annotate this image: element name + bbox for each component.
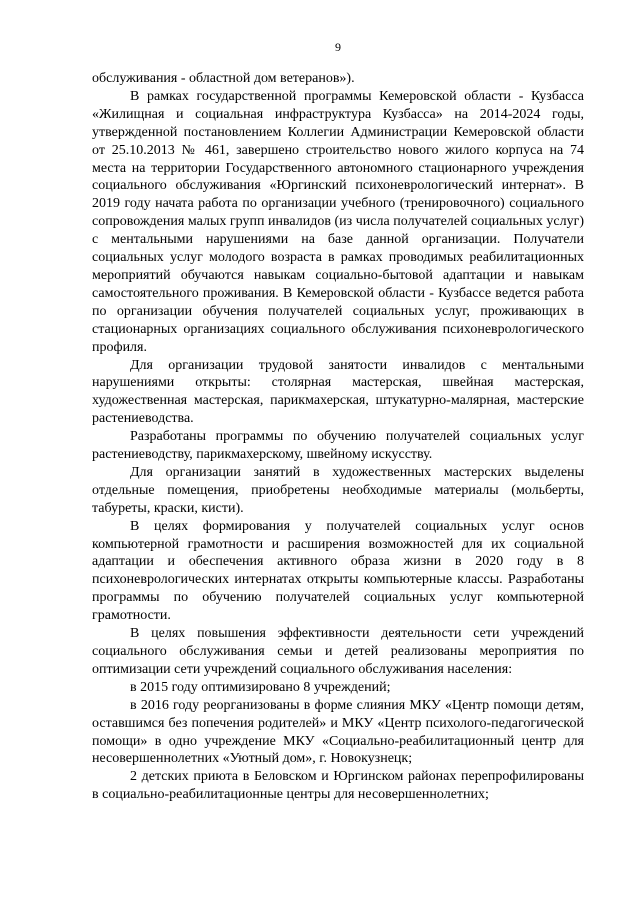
- paragraph-housing-program: В рамках государственной программы Кемеровской области - Кузбасса «Жилищная и социальная инфраструктура Кузбасса» на 2014-2024 годы, утвержденной постановлением Коллегии Администрации Кемеровской области от 25.10.2013 № 461, завершено строительство нового жилого корпуса на 74 места на территории Государственного автономного стационарного учреждения социального обслуживания «Юргинский психоневрологический интернат». В 2019 году начата работа по организации учебного (тренировочного) социального сопровождения малых групп инвалидов (из числа получателей социальных услуг) с ментальными нарушениями на базе данной организации. Получатели социальных услуг молодого возраста в рамках проводимых реабилитационных мероприятий обучаются навыкам социально-бытовой адаптации и навыкам самостоятельного проживания. В Кемеровской области - Кузбассе ведется работа по организации обучения получателей социальных услуг, проживающих в стационарных организациях социального обслуживания психоневрологического профиля.: [92, 88, 584, 355]
- paragraph-2016-reorganization: в 2016 году реорганизованы в форме слияния МКУ «Центр помощи детям, оставшимся без попечения родителей» и МКУ «Центр психолого-педагогической помощи» в одно учреждение МКУ «Социально-реабилитационный центр для несовершеннолетних «Уютный дом», г. Новокузнецк;: [92, 697, 584, 767]
- paragraph-2015-optimization: в 2015 году оптимизировано 8 учреждений;: [130, 679, 391, 695]
- page-number: 9: [335, 40, 341, 54]
- paragraph-shelters: 2 детских приюта в Беловском и Юргинском районах перепрофилированы в социально-реабилитационные центры для несовершеннолетних;: [92, 769, 584, 803]
- paragraph-art-workshops: Для организации занятий в художественных мастерских выделены отдельные помещения, приобретены необходимые материалы (мольберты, табуреты, краски, кисти).: [92, 464, 584, 516]
- paragraph-training-programs: Разработаны программы по обучению получателей социальных услуг растениеводству, парикмахерскому, швейному искусству.: [92, 429, 584, 463]
- paragraph-computer-literacy: В целях формирования у получателей социальных услуг основ компьютерной грамотности и расширения возможностей для их социальной адаптации и обеспечения активного образа жизни в 2020 году в 8 психоневрологических интернатах открыты компьютерные классы. Разработаны программы по обучению получателей социальных услуг компьютерной грамотности.: [92, 518, 584, 624]
- paragraph-continuation: обслуживания - областной дом ветеранов»).: [92, 71, 355, 86]
- paragraph-workshops: Для организации трудовой занятости инвалидов с ментальными нарушениями открыты: столярная мастерская, швейная мастерская, художественная мастерская, парикмахерская, штукатурно-малярная, мастерские растениеводства.: [92, 357, 584, 427]
- paragraph-network-optimization: В целях повышения эффективности деятельности сети учреждений социального обслуживания семьи и детей реализованы мероприятия по оптимизации сети учреждений социального обслуживания населения:: [92, 626, 584, 677]
